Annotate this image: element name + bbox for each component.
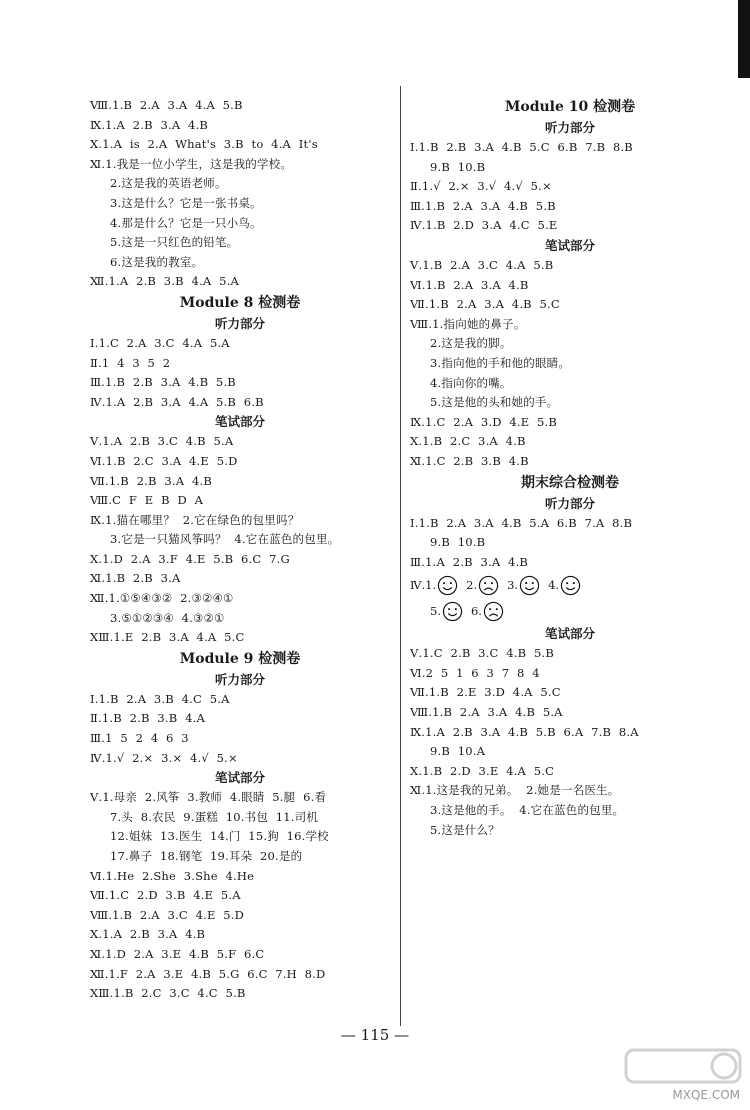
answer-line: Ⅷ.1.指向她的鼻子。 xyxy=(410,316,526,331)
answer-line: Ⅺ.1.我是一位小学生，这是我的学校。 xyxy=(90,156,293,171)
answer-line: Ⅰ.1.B 2.A 3.A 4.B 5.A 6.B 7.A 8.B xyxy=(410,515,633,530)
left-column xyxy=(90,96,390,1004)
face-answer-row xyxy=(410,598,730,624)
answer-line: 2.这是我的英语老师。 xyxy=(110,176,227,191)
face-answer-label: 5. xyxy=(430,604,441,619)
right-column xyxy=(410,96,730,840)
answer-line: Ⅵ.2 5 1 6 3 7 8 4 xyxy=(410,665,540,680)
module-10-listening-heading: 听力部分 xyxy=(544,120,595,135)
smile-face-icon xyxy=(519,575,540,596)
answer-line: 5.这是一只红色的铅笔。 xyxy=(110,235,239,250)
watermark-text: MXQE.COM xyxy=(672,1088,740,1102)
answer-line: 9.B 10.A xyxy=(430,744,486,759)
answer-line: Ⅸ.1.猫在哪里？ 2.它在绿色的包里吗？ xyxy=(90,512,300,527)
answer-line: ⅩⅢ.1.E 2.B 3.A 4.A 5.C xyxy=(90,630,245,645)
smile-face-icon xyxy=(437,575,458,596)
answer-line: 6.这是我的教室。 xyxy=(110,254,204,269)
answer-line: Ⅴ.1.母亲 2.风筝 3.教师 4.眼睛 5.腿 6.看 xyxy=(90,790,327,805)
answer-line: Ⅸ.1.A 2.B 3.A 4.B 5.B 6.A 7.B 8.A xyxy=(410,724,639,739)
module-9-title: Module 9 检测卷 xyxy=(179,650,301,667)
answer-line: Ⅺ.1.C 2.B 3.B 4.B xyxy=(410,453,529,468)
answer-line: Ⅶ.1.B 2.B 3.A 4.B xyxy=(90,473,212,488)
answer-line: 3.指向他的手和他的眼睛。 xyxy=(430,355,571,370)
answer-line: 7.头 8.农民 9.蛋糕 10.书包 11.司机 xyxy=(110,809,319,824)
answer-line: Ⅳ.1.A 2.B 3.A 4.A 5.B 6.B xyxy=(90,394,264,409)
answer-line: 17.鼻子 18.钢笔 19.耳朵 20.是的 xyxy=(110,849,303,863)
answer-line: Ⅰ.1.C 2.A 3.C 4.A 5.A xyxy=(90,335,230,350)
answer-line: Ⅺ.1.这是我的兄弟。 2.她是一名医生。 xyxy=(410,783,620,798)
answer-line: Ⅶ.1.B 2.E 3.D 4.A 5.C xyxy=(410,685,561,700)
module-10-written-heading: 笔试部分 xyxy=(544,237,595,253)
answer-line: Ⅷ.1.B 2.A 3.A 4.B 5.A xyxy=(410,705,563,720)
answer-line: 3.它是一只猫风筝吗？ 4.它在蓝色的包里。 xyxy=(110,532,340,547)
page-number: — 115 — xyxy=(340,1026,410,1044)
answer-line: ⅩⅢ.1.B 2.C 3.C 4.C 5.B xyxy=(90,986,246,1001)
answer-line: Ⅹ.1.D 2.A 3.F 4.E 5.B 6.C 7.G xyxy=(90,551,290,566)
face-answer-label: 3. xyxy=(507,578,519,593)
face-answer-label: 2. xyxy=(466,578,478,593)
answer-line: Ⅹ.1.B 2.D 3.E 4.A 5.C xyxy=(410,763,555,778)
answer-line: Ⅺ.1.D 2.A 3.E 4.B 5.F 6.C xyxy=(90,946,265,961)
answer-line: Ⅲ.1 5 2 4 6 3 xyxy=(90,731,189,746)
answer-line: Ⅺ.1.B 2.B 3.A xyxy=(90,571,181,586)
final-exam-title: 期末综合检测卷 xyxy=(521,474,619,491)
answer-line: Ⅶ.1.B 2.A 3.A 4.B 5.C xyxy=(410,297,560,312)
face-answer-label: 6. xyxy=(470,604,482,619)
smile-face-icon xyxy=(442,601,463,622)
face-answer-label: 4. xyxy=(548,578,560,593)
answer-line: 4.指向你的嘴。 xyxy=(430,375,512,390)
answer-line: Ⅵ.1.He 2.She 3.She 4.He xyxy=(90,868,255,883)
answer-line: Ⅷ.C F E B D A xyxy=(90,493,204,508)
answer-line: Ⅹ.1.A is 2.A What's 3.B to 4.A It's xyxy=(90,137,318,152)
face-answer-label: Ⅳ.1. xyxy=(410,578,437,593)
answer-line: 5.这是什么？ xyxy=(430,822,500,837)
answer-line: Ⅰ.1.B 2.A 3.B 4.C 5.A xyxy=(90,691,230,706)
module-8-title: Module 8 检测卷 xyxy=(179,294,301,311)
module-10-title: Module 10 检测卷 xyxy=(504,99,636,115)
final-listening-heading: 听力部分 xyxy=(544,495,595,511)
answer-line: Ⅳ.1.B 2.D 3.A 4.C 5.E xyxy=(410,218,558,233)
answer-line: 9.B 10.B xyxy=(430,535,486,550)
answer-line: Ⅸ.1.A 2.B 3.A 4.B xyxy=(90,117,209,132)
answer-line: 3.⑤①②③④ 4.③②① xyxy=(110,610,225,625)
answer-line: 5.这是他的头和她的手。 xyxy=(430,395,559,410)
module-8-written-heading: 笔试部分 xyxy=(214,414,265,430)
answer-line: 3.这是他的手。 4.它在蓝色的包里。 xyxy=(430,803,625,818)
answer-line: Ⅴ.1.A 2.B 3.C 4.B 5.A xyxy=(90,434,234,449)
module-9-listening-heading: 听力部分 xyxy=(214,671,265,687)
final-written-heading: 笔试部分 xyxy=(544,626,595,642)
answer-line: Ⅵ.1.B 2.C 3.A 4.E 5.D xyxy=(90,453,238,468)
answer-line: Ⅱ.1 4 3 5 2 xyxy=(90,355,171,370)
answer-line: Ⅸ.1.C 2.A 3.D 4.E 5.B xyxy=(410,414,558,429)
answer-line: 2.这是我的脚。 xyxy=(430,336,512,351)
sad-face-icon xyxy=(478,575,499,596)
column-divider xyxy=(400,86,401,1026)
answer-line: Ⅴ.1.C 2.B 3.C 4.B 5.B xyxy=(410,646,555,661)
answer-line: Ⅲ.1.A 2.B 3.A 4.B xyxy=(410,554,529,569)
answer-line: Ⅲ.1.B 2.A 3.A 4.B 5.B xyxy=(410,198,556,213)
face-answer-row xyxy=(410,572,730,598)
answer-line: Ⅰ.1.B 2.B 3.A 4.B 5.C 6.B 7.B 8.B xyxy=(410,140,633,154)
answer-line: Ⅲ.1.B 2.B 3.A 4.B 5.B xyxy=(90,375,236,390)
answer-line: Ⅷ.1.B 2.A 3.C 4.E 5.D xyxy=(90,907,245,922)
answer-line: Ⅻ.1.A 2.B 3.B 4.A 5.A xyxy=(90,274,239,289)
answer-line: Ⅹ.1.B 2.C 3.A 4.B xyxy=(410,434,526,449)
answer-line: 4.那是什么？它是一只小鸟。 xyxy=(110,215,262,230)
answer-line: Ⅱ.1.B 2.B 3.B 4.A xyxy=(90,711,205,726)
answer-line: 9.B 10.B xyxy=(430,159,486,174)
answer-line: Ⅻ.1.F 2.A 3.E 4.B 5.G 6.C 7.H 8.D xyxy=(90,966,326,981)
smile-face-icon xyxy=(560,575,581,596)
answer-line: Ⅷ.1.B 2.A 3.A 4.A 5.B xyxy=(90,98,243,112)
answer-line: Ⅳ.1.√ 2.× 3.× 4.√ 5.× xyxy=(90,750,238,765)
answer-line: Ⅴ.1.B 2.A 3.C 4.A 5.B xyxy=(410,257,554,272)
page-edge-strip xyxy=(738,0,750,78)
answer-line: 12.姐妹 13.医生 14.门 15.狗 16.学校 xyxy=(110,829,329,844)
answer-line: Ⅻ.1.①⑤④③② 2.③②④① xyxy=(90,591,234,606)
answer-line: Ⅶ.1.C 2.D 3.B 4.E 5.A xyxy=(90,888,241,903)
module-8-listening-heading: 听力部分 xyxy=(214,315,265,331)
sad-face-icon xyxy=(483,601,504,622)
answer-line: Ⅹ.1.A 2.B 3.A 4.B xyxy=(90,927,206,942)
answer-line: 3.这是什么？它是一张书桌。 xyxy=(110,195,262,210)
answer-line: Ⅱ.1.√ 2.× 3.√ 4.√ 5.× xyxy=(410,179,552,194)
answer-line: Ⅵ.1.B 2.A 3.A 4.B xyxy=(410,277,529,292)
module-9-written-heading: 笔试部分 xyxy=(214,770,265,786)
